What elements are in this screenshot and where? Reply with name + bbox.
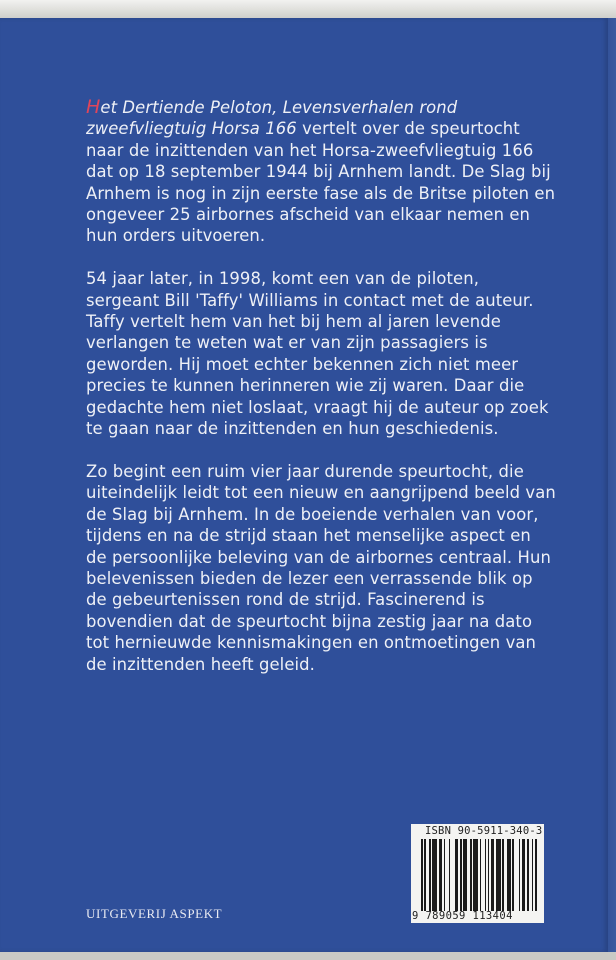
blurb-paragraph-3: Zo begint een ruim vier jaar durende speurtocht, die uiteindelijk leidt tot een nieuw en aangrijpend beeld van de Slag bij Arnhem. In de boeiende verhalen van voor, tijdens en na de strijd staan het menselijke aspect en de persoonlijke beleving van de airbornes centraal. Hun belevenissen bieden de lezer een verrassende blik op de gebeurtenissen rond de strijd. Fascinerend is bovendien dat de speurtocht bijna zestig jaar na dato tot hernieuwde kennismakingen en ontmoetingen van de inzittenden heeft geleid. [86, 461, 556, 674]
isbn-barcode [411, 824, 544, 923]
ean-number: 9 789059 113404 [412, 910, 513, 922]
blurb-paragraph-1 [86, 97, 556, 247]
isbn-label: ISBN 90-5911-340-3 [425, 825, 543, 837]
back-cover-blurb [86, 97, 556, 696]
page-edge-bottom [0, 952, 616, 960]
barcode-bar [535, 839, 537, 911]
cover-spine-edge [608, 18, 616, 952]
publisher-name: UITGEVERIJ ASPEKT [86, 906, 223, 921]
blurb-paragraph-2: 54 jaar later, in 1998, komt een van de piloten, sergeant Bill 'Taffy' Williams in contact met de auteur. Taffy vertelt hem van het bij hem al jaren levende verlangen te weten wat er van zijn passagiers is geworden. Hij moet echter bekennen zich niet meer precies te kunnen herinneren wie zij waren. Daar die gedachte hem niet loslaat, vraagt hij de auteur op zoek te gaan naar de inzittenden en hun geschiedenis. [86, 269, 549, 439]
blurb-paragraph-1-text: vertelt over de speurtocht naar de inzittenden van het Horsa-zweefvliegtuig 166 dat op 18 september 1944 bij Arnhem landt. De Slag bij Arnhem is nog in zijn eerste fase als de Britse piloten en ongeveer 25 airbornes afscheid van elkaar nemen en hun orders uitvoeren. [86, 119, 556, 246]
book-title-italic: et Dertiende Peloton, Levensverhalen rond zweefvliegtuig Horsa 166 [86, 98, 458, 139]
drop-cap: H [86, 96, 101, 118]
page-edge-top [0, 0, 616, 18]
barcode-bars [421, 839, 537, 911]
